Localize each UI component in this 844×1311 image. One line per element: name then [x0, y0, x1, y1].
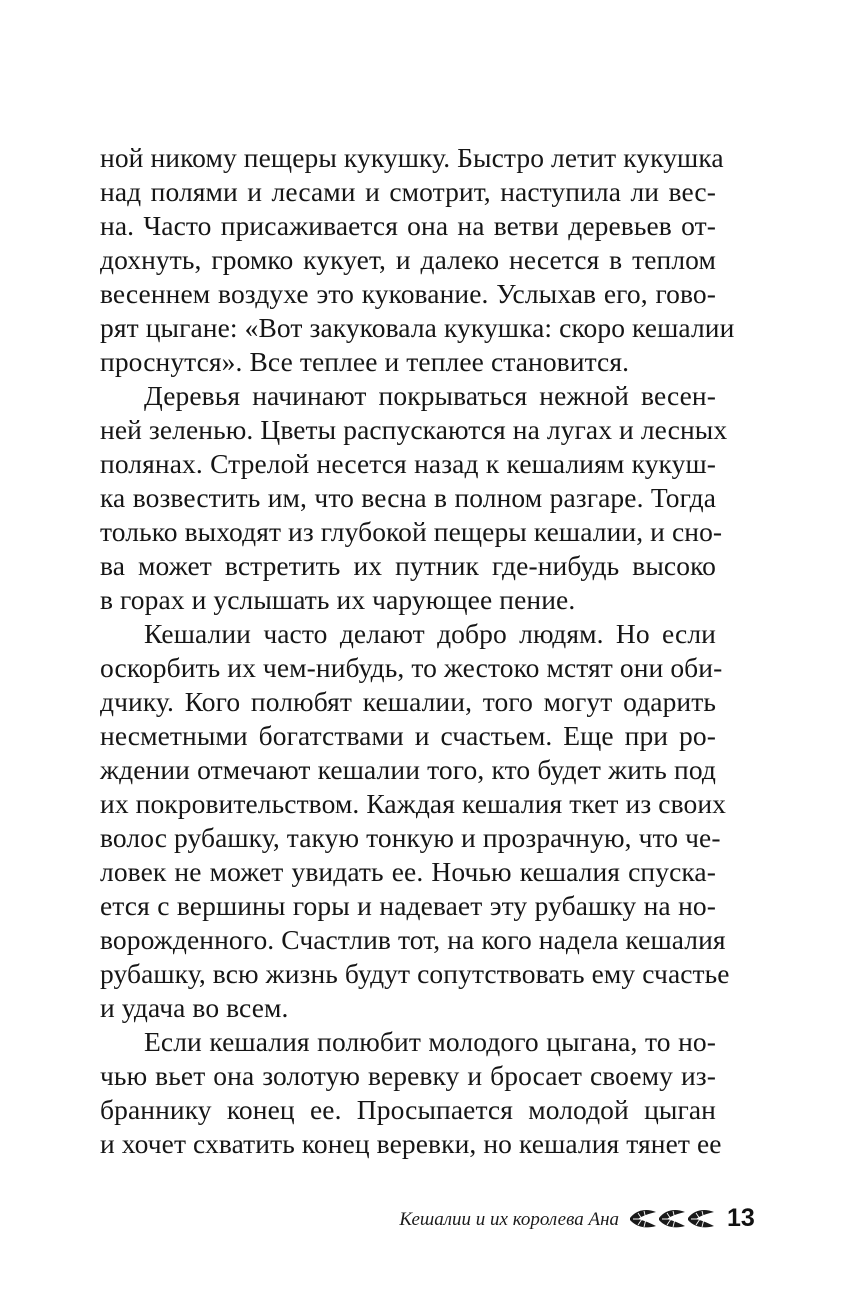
running-title: Кешалии и их королева Ана [399, 1209, 619, 1230]
body-text [100, 141, 735, 1161]
text-line: и хочет схватить конец веревки, но кешалия тянет ее [100, 1128, 722, 1159]
text-line: Деревья начинают покрываться нежной весен- [144, 380, 716, 411]
text-line: полянах. Стрелой несется назад к кешалиям кукуш- [100, 448, 716, 479]
text-line: в горах и услышать их чарующее пение. [100, 584, 576, 615]
text-line: на. Часто присаживается она на ветви деревьев от- [100, 210, 716, 241]
text-line: ка возвестить им, что весна в полном разгаре. Тогда [100, 482, 716, 513]
text-line: только выходят из глубокой пещеры кешалии, и сно- [100, 516, 723, 547]
paragraph-4 [100, 1025, 722, 1161]
text-line: волос рубашку, такую тонкую и прозрачную, что че- [100, 822, 721, 853]
text-line: Кешалии часто делают добро людям. Но если [144, 618, 716, 649]
text-line: браннику конец ее. Просыпается молодой цыган [100, 1094, 716, 1125]
text-line: чью вьет она золотую веревку и бросает своему из- [100, 1060, 716, 1091]
text-line: и удача во всем. [100, 992, 289, 1023]
text-line: рубашку, всю жизнь будут сопутствовать ему счастье [100, 958, 730, 989]
text-line: ней зеленью. Цветы распускаются на лугах и лесных [100, 414, 728, 445]
text-line: ва может встретить их путник где-нибудь высоко [100, 550, 716, 581]
text-line: рят цыгане: «Вот закуковала кукушка: скоро кешалии [100, 312, 735, 343]
text-line: ловек не может увидать ее. Ночью кешалия спуска- [100, 856, 716, 887]
text-line: ется с вершины горы и надевает эту рубашку на но- [100, 890, 716, 921]
text-line: весеннем воздухе это кукование. Услыхав его, гово- [100, 278, 716, 309]
triple-leaf-fleuron-icon [628, 1206, 718, 1232]
text-line: проснутся». Все теплее и теплее становится. [100, 346, 630, 377]
paragraph-3 [100, 617, 730, 1025]
text-line: Если кешалия полюбит молодого цыгана, то но- [144, 1026, 716, 1057]
text-line: дчику. Кого полюбят кешалии, того могут одарить [100, 686, 716, 717]
page-number: 13 [727, 1204, 755, 1232]
text-line: несметными богатствами и счастьем. Еще при ро- [100, 720, 716, 751]
text-line: ной никому пещеры кукушку. Быстро летит кукушка [100, 142, 724, 173]
text-line: дохнуть, громко кукует, и далеко несется в теплом [100, 244, 716, 275]
page-footer [0, 1198, 844, 1238]
text-line: оскорбить их чем-нибудь, то жестоко мстят они оби- [100, 652, 723, 683]
text-line: ждении отмечают кешалии того, кто будет жить под [100, 754, 716, 785]
text-line: ворожденного. Счастлив тот, на кого надела кешалия [100, 924, 726, 955]
paragraph-2 [100, 379, 728, 617]
paragraph-1 [100, 141, 735, 379]
text-line: над полями и лесами и смотрит, наступила ли вес- [100, 176, 716, 207]
text-line: их покровительством. Каждая кешалия ткет из своих [100, 788, 726, 819]
